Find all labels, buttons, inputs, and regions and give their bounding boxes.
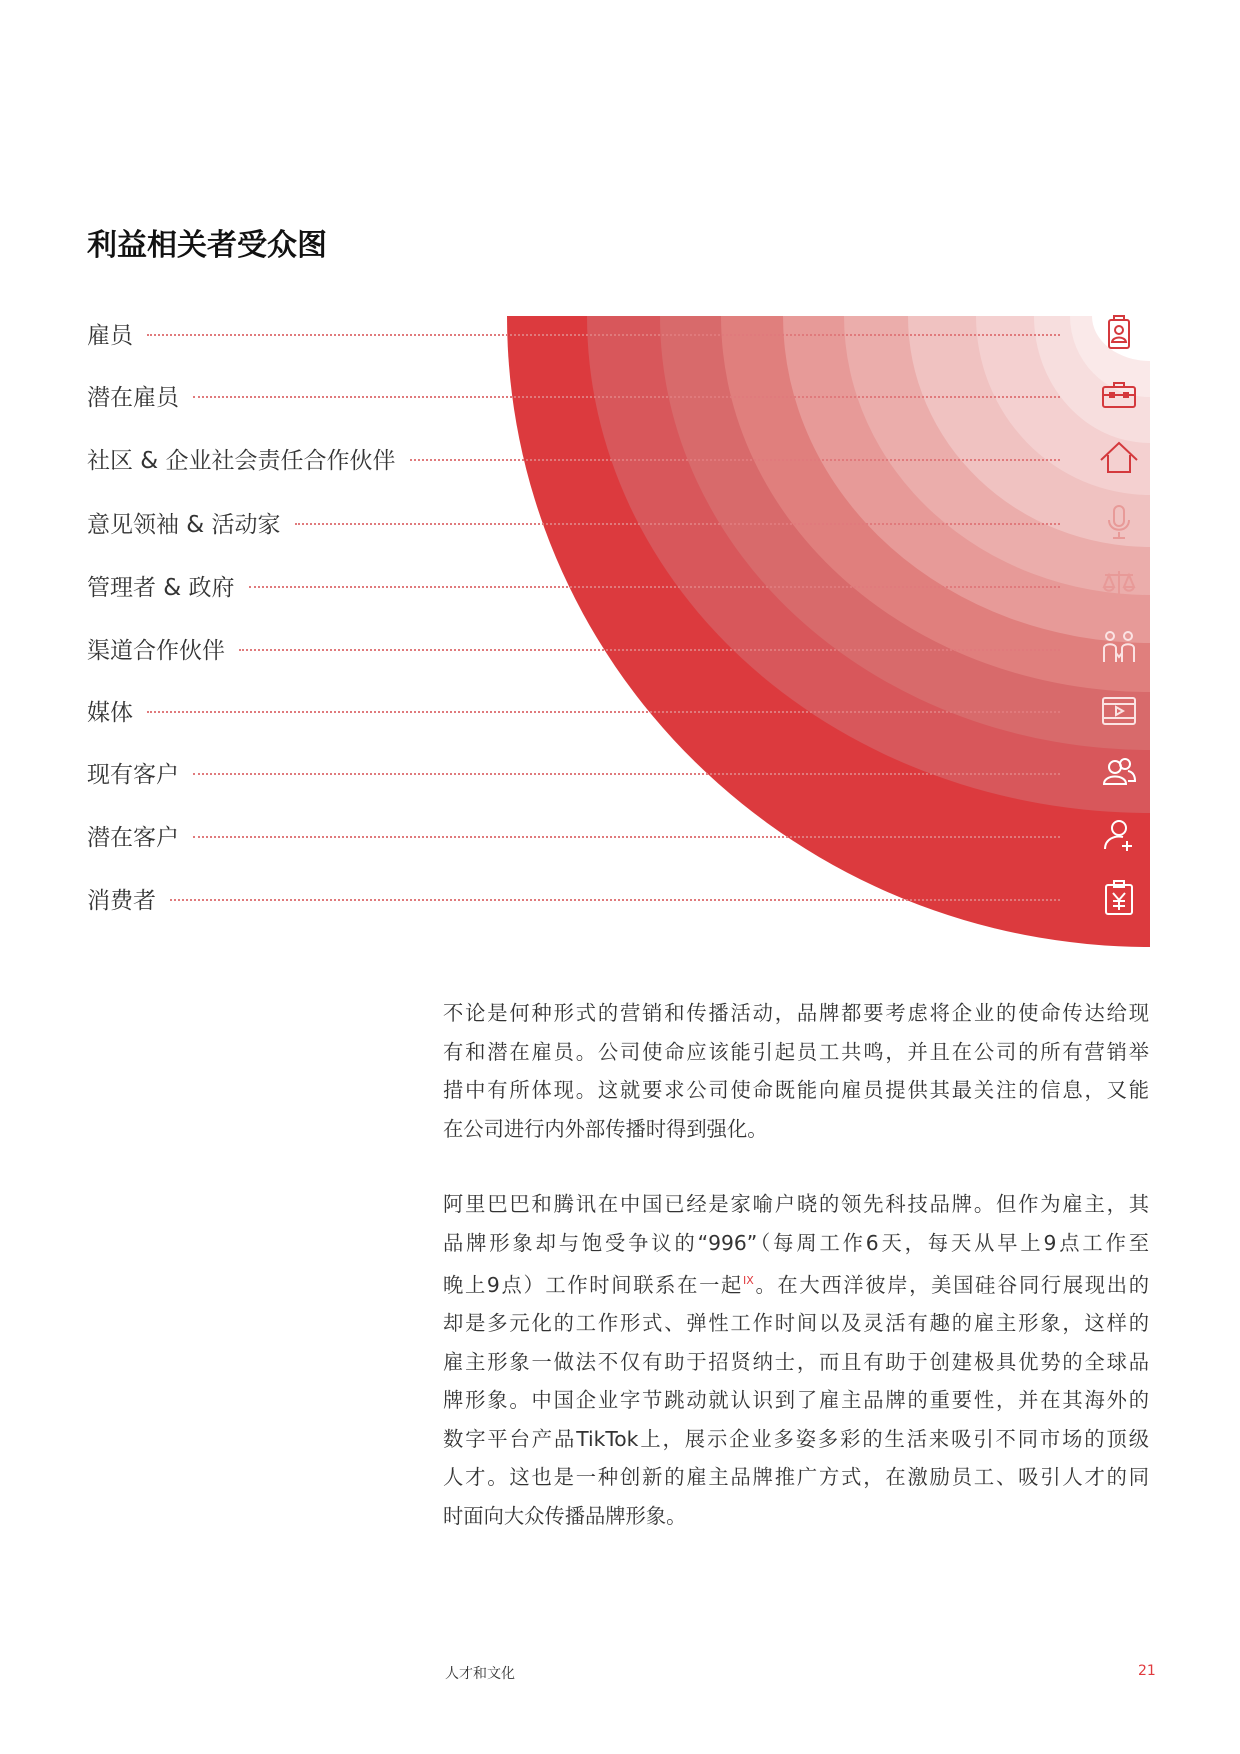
dotted-leader-line: [193, 396, 1060, 398]
stakeholder-row: [87, 695, 1060, 725]
text-segment: 晚上9点）工作时间联系在一起: [443, 1272, 744, 1297]
text-line: 雇主形象一做法不仅有助于招贤纳士，而且有助于创建极具优势的全球品: [443, 1349, 1149, 1374]
stakeholder-label: 消费者: [87, 887, 156, 914]
stakeholder-label: 意见领袖 & 活动家: [87, 511, 281, 538]
clipboard-yuan-icon: [1099, 878, 1139, 918]
stakeholder-row: [87, 570, 1060, 600]
text-line: 不论是何种形式的营销和传播活动，品牌都要考虑将企业的使命传达给现: [443, 1001, 1149, 1025]
id-badge-icon: [1099, 313, 1139, 353]
house-icon: [1099, 438, 1139, 478]
text-line: 品牌形象却与饱受争议的“996”（每周工作6天，每天从早上9点工作至: [443, 1230, 1149, 1255]
dotted-leader-line: [147, 711, 1060, 713]
video-player-icon: [1099, 690, 1139, 730]
page-number: 21: [1138, 1663, 1156, 1679]
text-line: 人才。这也是一种创新的雇主品牌推广方式，在激励员工、吸引人才的同: [443, 1465, 1149, 1490]
text-line: 有和潜在雇员。公司使命应该能引起员工共鸣，并且在公司的所有营销举: [443, 1039, 1149, 1064]
text-line: [443, 1262, 1149, 1304]
dotted-leader-line: [410, 459, 1060, 461]
text-line: 时面向大众传播品牌形象。: [443, 1503, 687, 1528]
text-line: 在公司进行内外部传播时得到强化。: [443, 1116, 768, 1141]
briefcase-icon: [1099, 375, 1139, 415]
stakeholder-row: [87, 883, 1060, 913]
stakeholder-row: [87, 380, 1060, 410]
dotted-leader-line: [239, 649, 1060, 651]
scales-icon: [1099, 565, 1139, 605]
paragraph-2: [443, 1185, 1149, 1535]
microphone-icon: [1099, 502, 1139, 542]
dotted-leader-line: [193, 836, 1060, 838]
dotted-leader-line: [170, 899, 1060, 901]
dotted-leader-line: [193, 773, 1060, 775]
dotted-leader-line: [147, 334, 1060, 336]
text-line: 阿里巴巴和腾讯在中国已经是家喻户晓的领先科技品牌。但作为雇主，其: [443, 1192, 1149, 1216]
dotted-leader-line: [295, 523, 1060, 525]
stakeholder-label: 社区 & 企业社会责任合作伙伴: [87, 447, 396, 474]
stakeholder-label: 潜在客户: [87, 824, 179, 851]
dotted-leader-line: [249, 586, 1060, 588]
stakeholder-row: [87, 820, 1060, 850]
stakeholder-label: 现有客户: [87, 761, 179, 788]
text-line: 牌形象。中国企业字节跳动就认识到了雇主品牌的重要性，并在其海外的: [443, 1388, 1149, 1413]
stakeholder-label: 潜在雇员: [87, 384, 179, 411]
stakeholder-row: [87, 443, 1060, 473]
paragraph-1: [443, 994, 1149, 1148]
text-segment: 。在大西洋彼岸，美国硅谷同行展现出的: [753, 1272, 1149, 1297]
footer-section: 人才和文化: [445, 1666, 515, 1682]
page-title: 利益相关者受众图: [87, 228, 327, 263]
stakeholder-label: 雇员: [87, 322, 133, 349]
text-line: 数字平台产品TikTok上，展示企业多姿多彩的生活来吸引不同市场的顶级: [443, 1426, 1149, 1451]
footnote-ref[interactable]: IX: [743, 1274, 754, 1287]
stakeholder-label: 渠道合作伙伴: [87, 637, 225, 664]
stakeholder-row: [87, 633, 1060, 663]
stakeholder-label: 媒体: [87, 699, 133, 726]
text-line: 措中有所体现。这就要求公司使命既能向雇员提供其最关注的信息，又能: [443, 1078, 1149, 1102]
text-line: 却是多元化的工作形式、弹性工作时间以及灵活有趣的雇主形象，这样的: [443, 1311, 1149, 1336]
stakeholder-label: 管理者 & 政府: [87, 574, 235, 601]
stakeholder-row: [87, 757, 1060, 787]
stakeholder-row: [87, 318, 1060, 348]
partners-icon: [1099, 628, 1139, 668]
stakeholder-row: [87, 507, 1060, 537]
customers-group-icon: [1099, 752, 1139, 792]
add-user-icon: [1099, 815, 1139, 855]
